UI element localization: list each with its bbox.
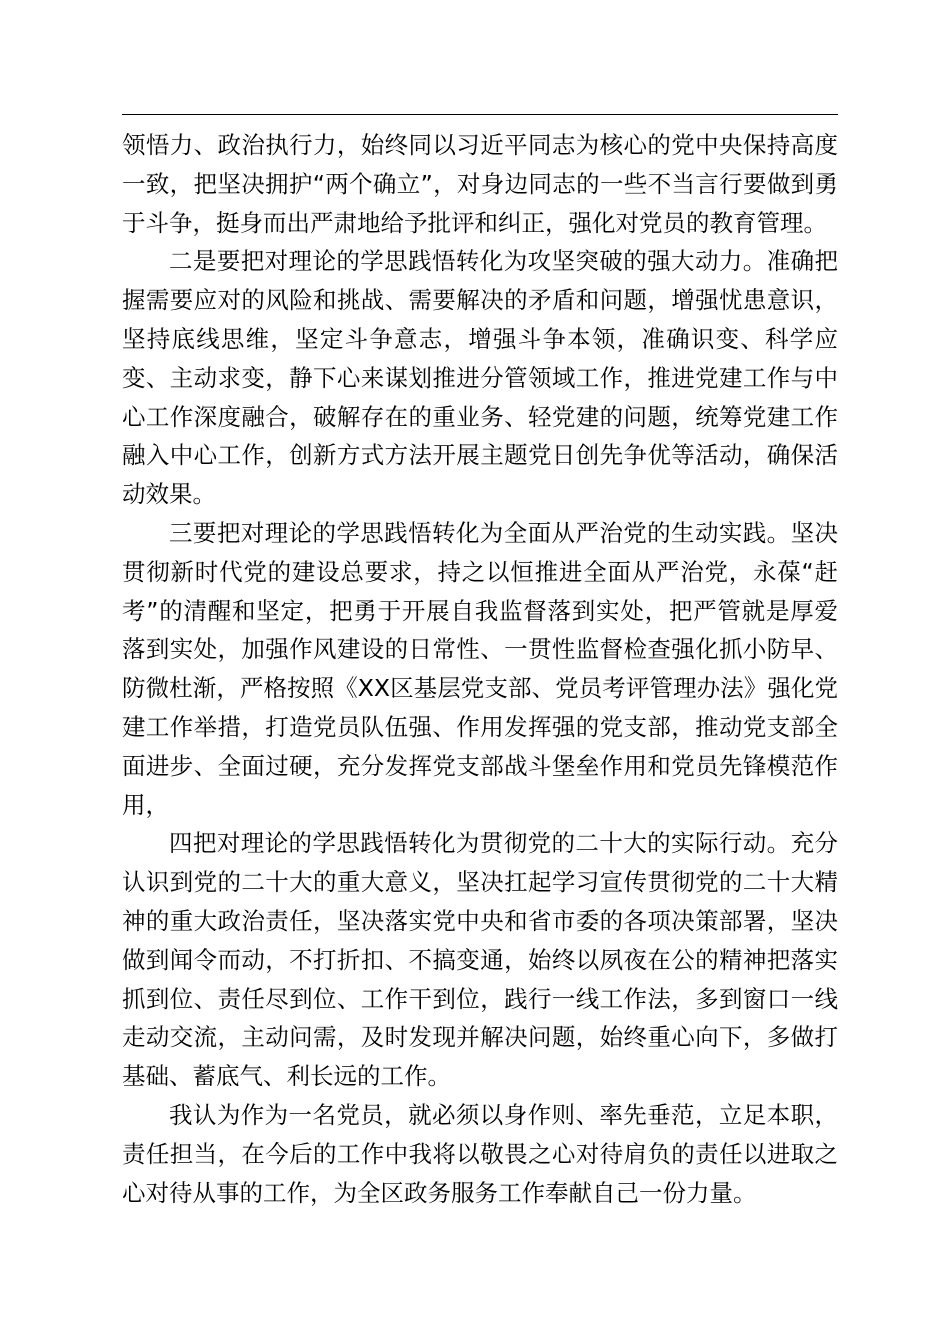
paragraph-continuation: 领悟力、政治执行力，始终同以习近平同志为核心的党中央保持高度一致，把坚决拥护“两个确立”，对身边同志的一些不当言行要做到勇于斗争，挺身而出严肃地给予批评和纠正，强化对党员的教育管理。	[122, 131, 838, 237]
document-body	[122, 126, 838, 1212]
paragraph-conclusion: 我认为作为一名党员，就必须以身作则、率先垂范，立足本职，责任担当，在今后的工作中我将以敬畏之心对待肩负的责任以进取之心对待从事的工作，为全区政务服务工作奉献自己一份力量。	[122, 1100, 838, 1207]
paragraph-point-three: 三要把对理论的学思践悟转化为全面从严治党的生动实践。坚决贯彻新时代党的建设总要求，持之以恒推进全面从严治党，永葆“赶考”的清醒和坚定，把勇于开展自我监督落到实处，把严管就是厚爱落到实处，加强作风建设的日常性、一贯性监督检查强化抓小防早、防微杜渐，严格按照《XX区基层党支部、党员考评管理办法》强化党建工作举措，打造党员队伍强、作用发挥强的党支部，推动党支部全面进步、全面过硬，充分发挥党支部战斗堡垒作用和党员先锋模范作用，	[122, 518, 838, 819]
paragraph-point-four: 四把对理论的学思践悟转化为贯彻党的二十大的实际行动。充分认识到党的二十大的重大意义，坚决扛起学习宣传贯彻党的二十大精神的重大政治责任，坚决落实党中央和省市委的各项决策部署，坚决做到闻令而动，不打折扣、不搞变通，始终以夙夜在公的精神把落实抓到位、责任尽到位、工作干到位，践行一线工作法，多到窗口一线走动交流，主动问需，及时发现并解决问题，始终重心向下，多做打基础、蓄底气、利长远的工作。	[122, 829, 838, 1091]
paragraph-point-two: 二是要把对理论的学思践悟转化为攻坚突破的强大动力。准确把握需要应对的风险和挑战、需要解决的矛盾和问题，增强忧患意识，坚持底线思维，坚定斗争意志，增强斗争本领，准确识变、科学应变、主动求变，静下心来谋划推进分管领域工作，推进党建工作与中心工作深度融合，破解存在的重业务、轻党建的问题，统筹党建工作融入中心工作，创新方式方法开展主题党日创先争优等活动，确保活动效果。	[122, 247, 838, 509]
header-rule	[122, 114, 838, 115]
